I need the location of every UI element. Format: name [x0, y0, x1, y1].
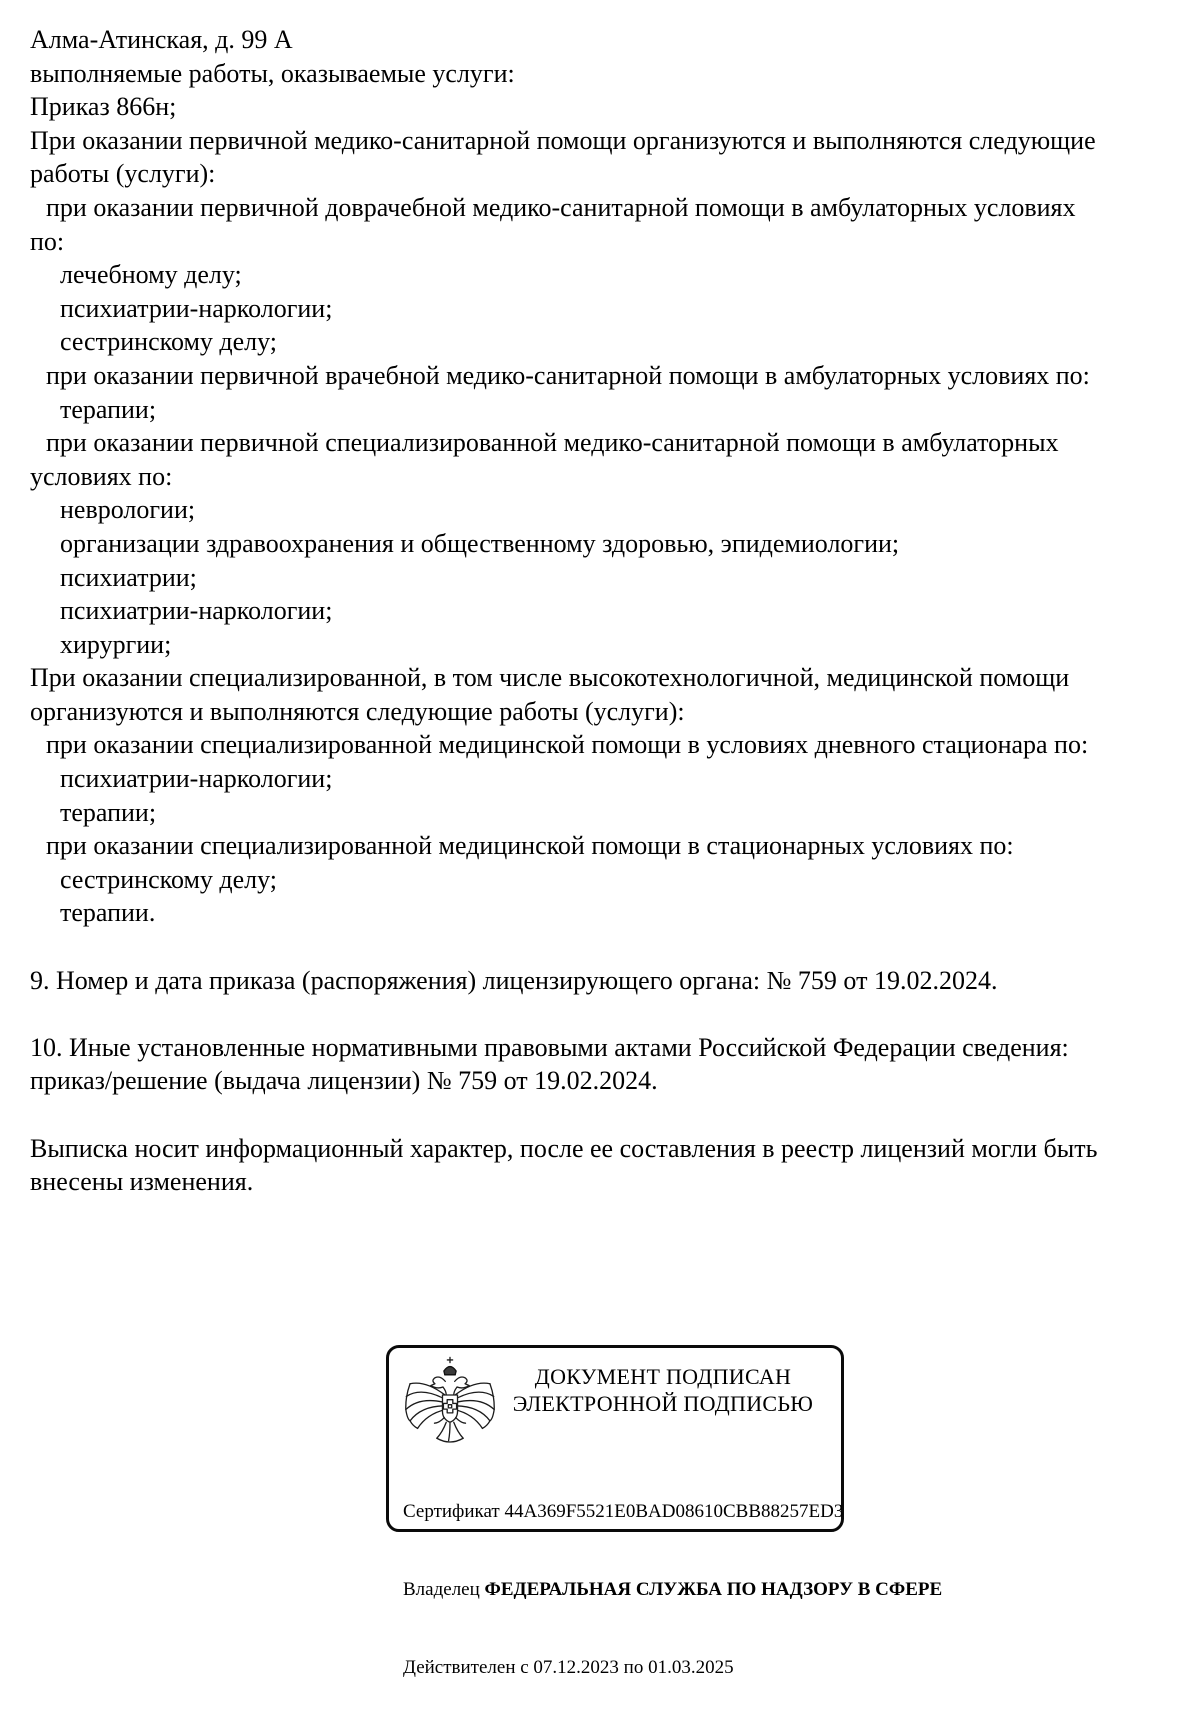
- text-line: лечебному делу;: [60, 260, 242, 290]
- owner-label: Владелец: [403, 1579, 480, 1600]
- text-line: при оказании специализированной медицинской помощи в условиях дневного стационара по:: [46, 730, 1089, 760]
- text-line: психиатрии-наркологии;: [60, 596, 333, 626]
- text-line: по:: [30, 226, 65, 256]
- text-line: [30, 930, 1182, 964]
- text-line: 10. Иные установленные нормативными правовыми актами Российской Федерации сведения:: [30, 1032, 1069, 1062]
- text-line: 9. Номер и дата приказа (распоряжения) лицензирующего органа: № 759 от 19.02.2024.: [30, 965, 998, 995]
- signature-stamp: [386, 1345, 943, 1678]
- text-line: работы (услуги):: [30, 159, 216, 189]
- text-line: психиатрии-наркологии;: [60, 764, 333, 794]
- stamp-info: [403, 1447, 943, 1733]
- text-line: Приказ 866н;: [30, 92, 177, 122]
- text-line: организуются и выполняются следующие работы (услуги):: [30, 696, 685, 726]
- stamp-title-line1: ДОКУМЕНТ ПОДПИСАН: [534, 1364, 792, 1389]
- text-line: психиатрии-наркологии;: [60, 293, 333, 323]
- certificate-value: 44A369F5521E0BAD08610CBB88257ED3: [504, 1501, 844, 1522]
- text-line: условиях по:: [30, 461, 173, 491]
- text-line: внесены изменения.: [30, 1167, 254, 1197]
- text-line: Выписка носит информационный характер, после ее составления в реестр лицензий могли быть: [30, 1133, 1098, 1163]
- text-line: хирургии;: [60, 629, 172, 659]
- text-line: [30, 997, 1182, 1031]
- text-line: при оказании первичной специализированной медико-санитарной помощи в амбулаторных: [46, 428, 1059, 458]
- validity-line: Действителен с 07.12.2023 по 01.03.2025: [403, 1657, 734, 1678]
- text-line: организации здравоохранения и общественному здоровью, эпидемиологии;: [60, 528, 900, 558]
- text-line: при оказании первичной врачебной медико-санитарной помощи в амбулаторных условиях по:: [46, 360, 1090, 390]
- certificate-line: [403, 1499, 844, 1525]
- text-line: терапии;: [60, 394, 157, 424]
- roszdravnadzor-eagle-icon: [403, 1356, 497, 1450]
- stamp-title: [497, 1363, 829, 1417]
- text-line: терапии.: [60, 898, 156, 928]
- text-line: выполняемые работы, оказываемые услуги:: [30, 58, 515, 88]
- text-line: Алма-Атинская, д. 99 А: [30, 25, 293, 54]
- stamp-title-line2: ЭЛЕКТРОННОЙ ПОДПИСЬЮ: [512, 1391, 814, 1416]
- text-line: [30, 1098, 1182, 1132]
- owner-line: [403, 1577, 943, 1603]
- text-line: терапии;: [60, 797, 157, 827]
- text-line: При оказании специализированной, в том числе высокотехнологичной, медицинской помощи: [30, 663, 1070, 693]
- text-line: сестринскому делу;: [60, 864, 278, 894]
- text-line: при оказании первичной доврачебной медико-санитарной помощи в амбулаторных условиях: [46, 192, 1076, 222]
- certificate-label: Сертификат: [403, 1501, 500, 1522]
- text-line: психиатрии;: [60, 562, 197, 592]
- text-line: приказ/решение (выдача лицензии) № 759 от 19.02.2024.: [30, 1066, 658, 1096]
- text-line: неврологии;: [60, 495, 196, 525]
- document-text: [30, 23, 1182, 1199]
- text-line: при оказании специализированной медицинской помощи в стационарных условиях по:: [46, 831, 1014, 861]
- text-line: При оказании первичной медико-санитарной помощи организуются и выполняются следующие: [30, 125, 1096, 155]
- owner-value: ФЕДЕРАЛЬНАЯ СЛУЖБА ПО НАДЗОРУ В СФЕРЕ: [484, 1579, 943, 1600]
- stamp-header: [401, 1356, 829, 1445]
- text-line: сестринскому делу;: [60, 327, 278, 357]
